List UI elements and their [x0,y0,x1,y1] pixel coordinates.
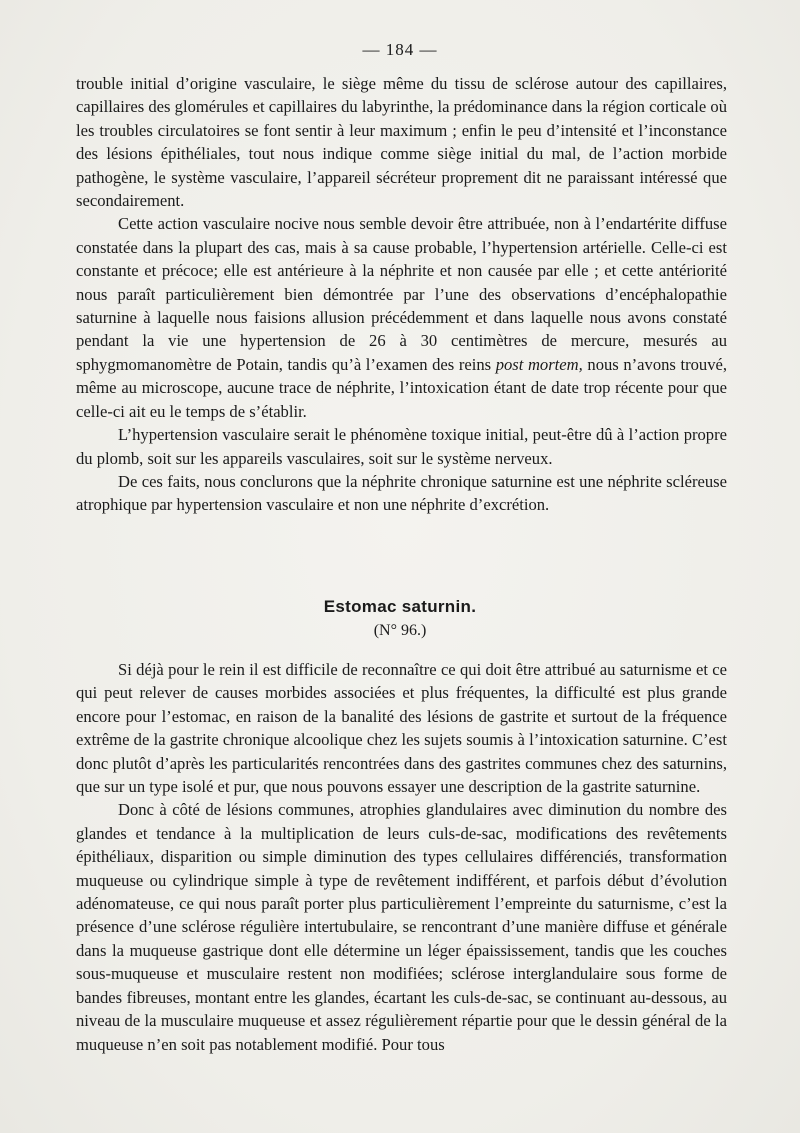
paragraph-text: Cette action vasculaire nocive nous semble devoir être attribuée, non à l’endartérite diffuse constatée dans la plupart des cas, mais à sa cause probable, l’hypertension artérielle. Celle-ci est constante et précoce; elle est antérieure à la néphrite et non causée par elle ; et cette antériorité nous paraît particulièrement bien démontrée par l’une des observations d’encéphalopathie saturnine à laquelle nous faisions allusion précédemment et dans laquelle nous avons constaté pendant la vie une hypertension de 26 à 30 centimètres de mercure, mesurés au sphygmomanomètre de Potain, tandis qu’à l’examen des reins [76,214,727,374]
page-number: — 184 — [362,40,438,59]
section-heading: Estomac saturnin. [323,597,477,616]
body-text-bottom [76,658,727,1056]
paragraph-stomach-intro: Si déjà pour le rein il est difficile de reconnaître ce qui doit être attribué au saturnisme et ce qui peut relever de causes morbides associées et plus fréquentes, la difficulté est plus grande encore pour l’estomac, en raison de la banalité des lésions de gastrite et surtout de la fréquence extrême de la gastrite chronique alcoolique chez les sujets soumis à l’intoxication saturnine. C’est donc plutôt d’après les particularités rencontrées dans des gastrites communes chez des saturnins, que sur un type isolé et pur, que nous pouvons essayer une description de la gastrite saturnine. [76,660,727,797]
paragraph-conclusion: De ces faits, nous conclurons que la néphrite chronique saturnine est une néphrite scléreuse atrophique par hypertension vasculaire et non une néphrite d’excrétion. [76,471,727,515]
paragraph-text: nous n’avons trouvé, même au microscope, aucune trace de néphrite, l’intoxication étant de date trop récente pour que celle-ci ait eu le temps de s’établir. [76,354,728,421]
paragraph-continuation: trouble initial d’origine vasculaire, le siège même du tissu de sclérose autour des capillaires, capillaires des glomérules et capillaires du labyrinthe, la prédominance dans la région corticale où les troubles circulatoires se font sentir à leur maximum ; enfin le peu d’intensité et l’inconstance des lésions épithéliales, tout nous indique comme siège initial du mal, de l’action morbide pathogène, le système vasculaire, l’appareil sécréteur proprement dit ne paraissant intéressé que secondairement. [76,74,727,211]
section-number: (N° 96.) [373,622,427,639]
paragraph-stomach-lesions: Donc à côté de lésions communes, atrophies glandulaires avec diminution du nombre des glandes et tendance à la multiplication de leurs culs-de-sac, modifications des revêtements épithéliaux, disparition ou simple diminution des types cellulaires différenciés, transformation muqueuse ou cylindrique simple à type de revêtement indifférent, et parfois début d’évolution adénomateuse, ce qui nous paraît porter plus particulièrement l’empreinte du saturnisme, c’est la présence d’une sclérose régulière intertubulaire, se rencontrant d’une manière diffuse et générale dans la muqueuse gastrique dont elle détermine un léger épaississement, tandis que les couches sous-muqueuse et musculaire restent non modifiées; sclérose interglandulaire sous forme de bandes fibreuses, montant entre les glandes, écartant les culs-de-sac, se continuant au-dessous, au niveau de la musculaire muqueuse et assez régulièrement répartie pour que le dessin général de la muqueuse n’en soit pas notablement modifié. Pour tous [76,800,727,1054]
body-text-top [76,72,727,517]
paragraph-vascular-action [76,212,727,423]
paragraph-hypertension: L’hypertension vasculaire serait le phénomène toxique initial, peut-être dû à l’action propre du plomb, soit sur les appareils vasculaires, soit sur le système nerveux. [76,425,727,468]
italic-phrase: post mortem, [495,354,583,374]
